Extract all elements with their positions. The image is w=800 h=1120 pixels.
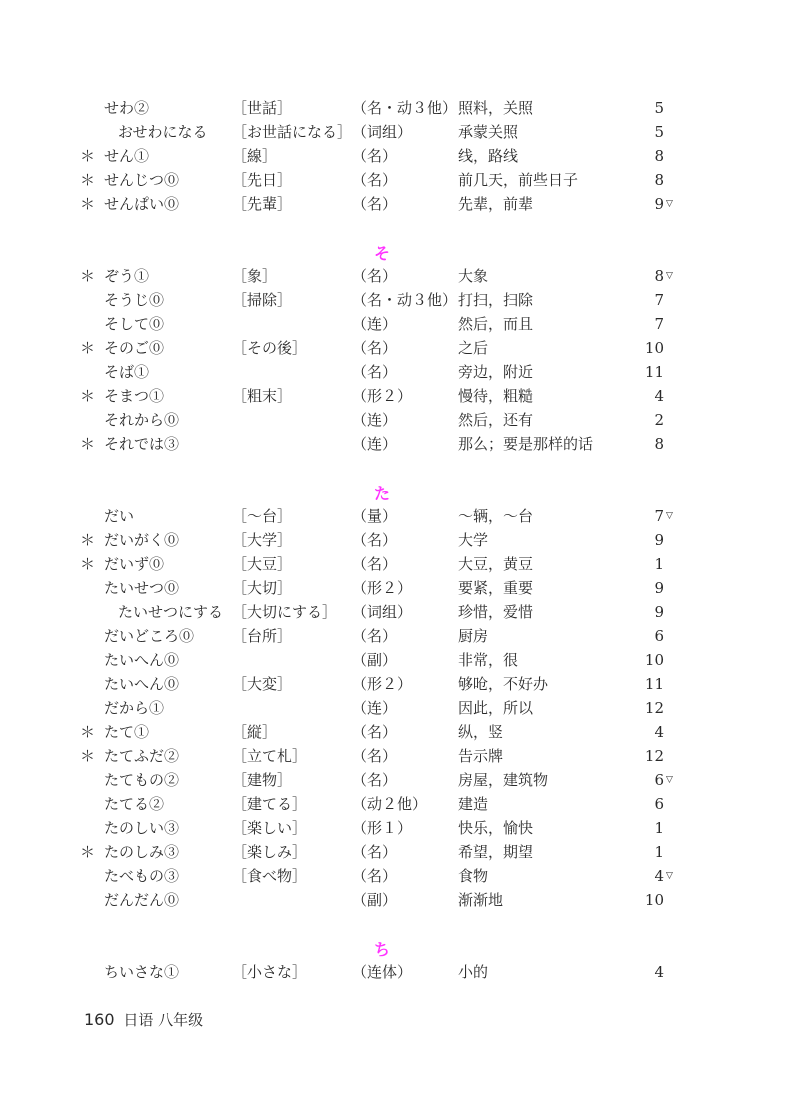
section-heading-ta: た [373, 484, 390, 503]
section-heading-chi: ち [373, 940, 390, 959]
entry-reading: だい [104, 507, 135, 525]
vocabulary-entry [0, 840, 800, 864]
entry-reading: たてふだ② [104, 747, 180, 765]
vocabulary-entry [0, 600, 800, 624]
entry-meaning: 厨房 [458, 627, 489, 645]
entry-kanji: ［小さな］ [232, 963, 308, 981]
entry-meaning: 之后 [458, 339, 489, 357]
entry-part-of-speech: （名） [352, 867, 398, 885]
entry-meaning: 打扫，扫除 [458, 291, 534, 309]
vocabulary-entry [0, 96, 800, 120]
entry-kanji: ［建てる］ [232, 795, 308, 813]
entry-meaning: 食物 [458, 867, 489, 885]
page-footer [84, 1009, 203, 1030]
entry-part-of-speech: （名） [352, 627, 398, 645]
entry-part-of-speech: （连体） [352, 963, 413, 981]
section-heading-so: そ [373, 244, 390, 263]
entry-triangle-mark: ▽ [666, 511, 673, 521]
entry-meaning: 前几天，前些日子 [458, 171, 579, 189]
entry-reading: だんだん⓪ [104, 891, 180, 909]
entry-lesson-number: 7 [654, 291, 664, 309]
entry-lesson-number: 1 [654, 843, 664, 861]
entry-triangle-mark: ▽ [666, 271, 673, 281]
entry-part-of-speech: （量） [352, 507, 398, 525]
entry-kanji: ［建物］ [232, 771, 293, 789]
entry-meaning: 慢待，粗糙 [458, 387, 534, 405]
entry-kanji: ［先日］ [232, 171, 293, 189]
entry-reading: ちいさな① [104, 963, 180, 981]
vocabulary-entry [0, 816, 800, 840]
entry-reading: たいせつ⓪ [104, 579, 180, 597]
entry-meaning: 因此，所以 [458, 699, 534, 717]
vocabulary-entry [0, 360, 800, 384]
entry-part-of-speech: （连） [352, 435, 398, 453]
vocabulary-entry [0, 504, 800, 528]
entry-reading: そまつ① [104, 387, 165, 405]
vocabulary-entry [0, 120, 800, 144]
entry-reading: たいせつにする [118, 603, 224, 621]
star-mark: ＊ [80, 387, 96, 405]
entry-kanji: ［先輩］ [232, 195, 293, 213]
entry-meaning: 旁边，附近 [458, 363, 534, 381]
entry-lesson-number: 6 [654, 771, 664, 789]
vocabulary-entry [0, 168, 800, 192]
entry-lesson-number: 8 [654, 267, 664, 285]
entry-meaning: 纵，竖 [458, 723, 504, 741]
entry-kanji: ［世話］ [232, 99, 293, 117]
entry-lesson-number: 10 [644, 891, 664, 909]
entry-part-of-speech: （名） [352, 531, 398, 549]
entry-reading: せんじつ⓪ [104, 171, 180, 189]
vocabulary-entry [0, 144, 800, 168]
star-mark: ＊ [80, 171, 96, 189]
entry-kanji: ［粗末］ [232, 387, 293, 405]
entry-lesson-number: 12 [644, 699, 664, 717]
vocabulary-entry [0, 696, 800, 720]
entry-lesson-number: 11 [644, 675, 664, 693]
entry-part-of-speech: （名） [352, 195, 398, 213]
entry-lesson-number: 4 [654, 723, 664, 741]
entry-reading: そば① [104, 363, 150, 381]
entry-part-of-speech: （形２） [352, 387, 413, 405]
entry-part-of-speech: （名） [352, 723, 398, 741]
page-number: 160 [84, 1010, 115, 1029]
entry-lesson-number: 1 [654, 819, 664, 837]
vocabulary-entry [0, 384, 800, 408]
vocabulary-entry [0, 432, 800, 456]
vocabulary-entry [0, 528, 800, 552]
entry-part-of-speech: （名） [352, 771, 398, 789]
entry-meaning: 渐渐地 [458, 891, 504, 909]
entry-part-of-speech: （形２） [352, 675, 413, 693]
entry-lesson-number: 2 [654, 411, 664, 429]
entry-meaning: 承蒙关照 [458, 123, 519, 141]
star-mark: ＊ [80, 195, 96, 213]
entry-kanji: ［大豆］ [232, 555, 293, 573]
star-mark: ＊ [80, 747, 96, 765]
entry-part-of-speech: （名） [352, 171, 398, 189]
entry-meaning: 建造 [458, 795, 489, 813]
entry-kanji: ［大切］ [232, 579, 293, 597]
entry-lesson-number: 9 [654, 579, 664, 597]
entry-reading: たのしみ③ [104, 843, 180, 861]
entry-part-of-speech: （副） [352, 891, 398, 909]
entry-reading: そのご⓪ [104, 339, 165, 357]
entry-part-of-speech: （名） [352, 843, 398, 861]
entry-kanji: ［大切にする］ [232, 603, 338, 621]
entry-lesson-number: 4 [654, 867, 664, 885]
vocabulary-entry [0, 792, 800, 816]
entry-kanji: ［～台］ [232, 507, 293, 525]
vocabulary-entry [0, 648, 800, 672]
entry-lesson-number: 4 [654, 387, 664, 405]
vocabulary-entry [0, 672, 800, 696]
entry-kanji: ［象］ [232, 267, 278, 285]
entry-reading: せん① [104, 147, 150, 165]
entry-lesson-number: 7 [654, 507, 664, 525]
star-mark: ＊ [80, 339, 96, 357]
entry-part-of-speech: （连） [352, 411, 398, 429]
entry-part-of-speech: （名） [352, 339, 398, 357]
star-mark: ＊ [80, 843, 96, 861]
entry-meaning: 大学 [458, 531, 489, 549]
entry-lesson-number: 9 [654, 195, 664, 213]
entry-part-of-speech: （形１） [352, 819, 413, 837]
entry-part-of-speech: （连） [352, 315, 398, 333]
entry-meaning: 快乐，愉快 [458, 819, 534, 837]
entry-kanji: ［台所］ [232, 627, 293, 645]
entry-lesson-number: 10 [644, 651, 664, 669]
entry-kanji: ［線］ [232, 147, 278, 165]
entry-meaning: 线，路线 [458, 147, 519, 165]
entry-part-of-speech: （名） [352, 747, 398, 765]
vocabulary-entry [0, 288, 800, 312]
entry-reading: それから⓪ [104, 411, 180, 429]
vocabulary-entry [0, 336, 800, 360]
entry-reading: おせわになる [118, 123, 208, 141]
entry-reading: たいへん⓪ [104, 675, 180, 693]
entry-meaning: 要紧，重要 [458, 579, 534, 597]
entry-meaning: 照料，关照 [458, 99, 534, 117]
entry-meaning: 那么；要是那样的话 [458, 435, 594, 453]
entry-lesson-number: 4 [654, 963, 664, 981]
entry-reading: ぞう① [104, 267, 150, 285]
entry-meaning: 珍惜，爱惜 [458, 603, 534, 621]
entry-lesson-number: 1 [654, 555, 664, 573]
entry-part-of-speech: （词组） [352, 123, 413, 141]
entry-part-of-speech: （词组） [352, 603, 413, 621]
book-title: 日语 八年级 [123, 1011, 204, 1029]
entry-part-of-speech: （名） [352, 267, 398, 285]
entry-lesson-number: 5 [654, 99, 664, 117]
entry-kanji: ［縦］ [232, 723, 278, 741]
entry-reading: たてもの② [104, 771, 180, 789]
entry-part-of-speech: （名・动３他） [352, 291, 458, 309]
entry-lesson-number: 11 [644, 363, 664, 381]
star-mark: ＊ [80, 531, 96, 549]
entry-meaning: 大象 [458, 267, 489, 285]
star-mark: ＊ [80, 147, 96, 165]
vocabulary-entry [0, 624, 800, 648]
entry-lesson-number: 8 [654, 171, 664, 189]
entry-meaning: 先辈，前辈 [458, 195, 534, 213]
entry-meaning: 够呛，不好办 [458, 675, 549, 693]
entry-reading: たてる② [104, 795, 165, 813]
entry-reading: たいへん⓪ [104, 651, 180, 669]
entry-reading: せんぱい⓪ [104, 195, 180, 213]
star-mark: ＊ [80, 435, 96, 453]
vocabulary-entry [0, 408, 800, 432]
entry-reading: たて① [104, 723, 150, 741]
entry-meaning: 小的 [458, 963, 489, 981]
entry-kanji: ［立て札］ [232, 747, 308, 765]
entry-reading: だいず⓪ [104, 555, 165, 573]
entry-reading: だいがく⓪ [104, 531, 180, 549]
vocabulary-entry [0, 312, 800, 336]
entry-kanji: ［お世話になる］ [232, 123, 353, 141]
entry-part-of-speech: （动２他） [352, 795, 428, 813]
star-mark: ＊ [80, 723, 96, 741]
vocabulary-entry [0, 720, 800, 744]
entry-reading: せわ② [104, 99, 150, 117]
entry-lesson-number: 8 [654, 147, 664, 165]
entry-part-of-speech: （连） [352, 699, 398, 717]
star-mark: ＊ [80, 267, 96, 285]
entry-meaning: 房屋，建筑物 [458, 771, 549, 789]
entry-kanji: ［大学］ [232, 531, 293, 549]
entry-reading: だから① [104, 699, 165, 717]
entry-lesson-number: 8 [654, 435, 664, 453]
entry-lesson-number: 9 [654, 531, 664, 549]
entry-lesson-number: 9 [654, 603, 664, 621]
entry-lesson-number: 10 [644, 339, 664, 357]
entry-lesson-number: 6 [654, 795, 664, 813]
vocabulary-entry [0, 768, 800, 792]
vocabulary-entry [0, 264, 800, 288]
entry-lesson-number: 12 [644, 747, 664, 765]
entry-part-of-speech: （名） [352, 555, 398, 573]
entry-meaning: 大豆，黄豆 [458, 555, 534, 573]
vocabulary-entry [0, 888, 800, 912]
entry-kanji: ［食べ物］ [232, 867, 308, 885]
vocabulary-entry [0, 192, 800, 216]
entry-reading: それでは③ [104, 435, 180, 453]
entry-lesson-number: 6 [654, 627, 664, 645]
entry-part-of-speech: （副） [352, 651, 398, 669]
entry-lesson-number: 7 [654, 315, 664, 333]
entry-reading: たべもの③ [104, 867, 180, 885]
entry-meaning: 非常，很 [458, 651, 519, 669]
entry-meaning: 然后，而且 [458, 315, 534, 333]
entry-meaning: 然后，还有 [458, 411, 534, 429]
entry-meaning: ～辆，～台 [458, 507, 534, 525]
entry-kanji: ［掃除］ [232, 291, 293, 309]
entry-part-of-speech: （名） [352, 363, 398, 381]
entry-lesson-number: 5 [654, 123, 664, 141]
star-mark: ＊ [80, 555, 96, 573]
vocabulary-entry [0, 864, 800, 888]
entry-kanji: ［楽しい］ [232, 819, 308, 837]
vocabulary-entry [0, 552, 800, 576]
vocabulary-entry [0, 744, 800, 768]
entry-part-of-speech: （名） [352, 147, 398, 165]
vocabulary-entry [0, 960, 800, 984]
entry-triangle-mark: ▽ [666, 871, 673, 881]
entry-reading: たのしい③ [104, 819, 180, 837]
entry-part-of-speech: （名・动３他） [352, 99, 458, 117]
entry-reading: そうじ⓪ [104, 291, 165, 309]
entry-kanji: ［大変］ [232, 675, 293, 693]
entry-meaning: 告示牌 [458, 747, 504, 765]
entry-triangle-mark: ▽ [666, 775, 673, 785]
entry-kanji: ［楽しみ］ [232, 843, 308, 861]
vocabulary-entry [0, 576, 800, 600]
entry-reading: だいどころ⓪ [104, 627, 195, 645]
entry-meaning: 希望，期望 [458, 843, 534, 861]
entry-reading: そして⓪ [104, 315, 165, 333]
entry-triangle-mark: ▽ [666, 199, 673, 209]
entry-part-of-speech: （形２） [352, 579, 413, 597]
entry-kanji: ［その後］ [232, 339, 308, 357]
